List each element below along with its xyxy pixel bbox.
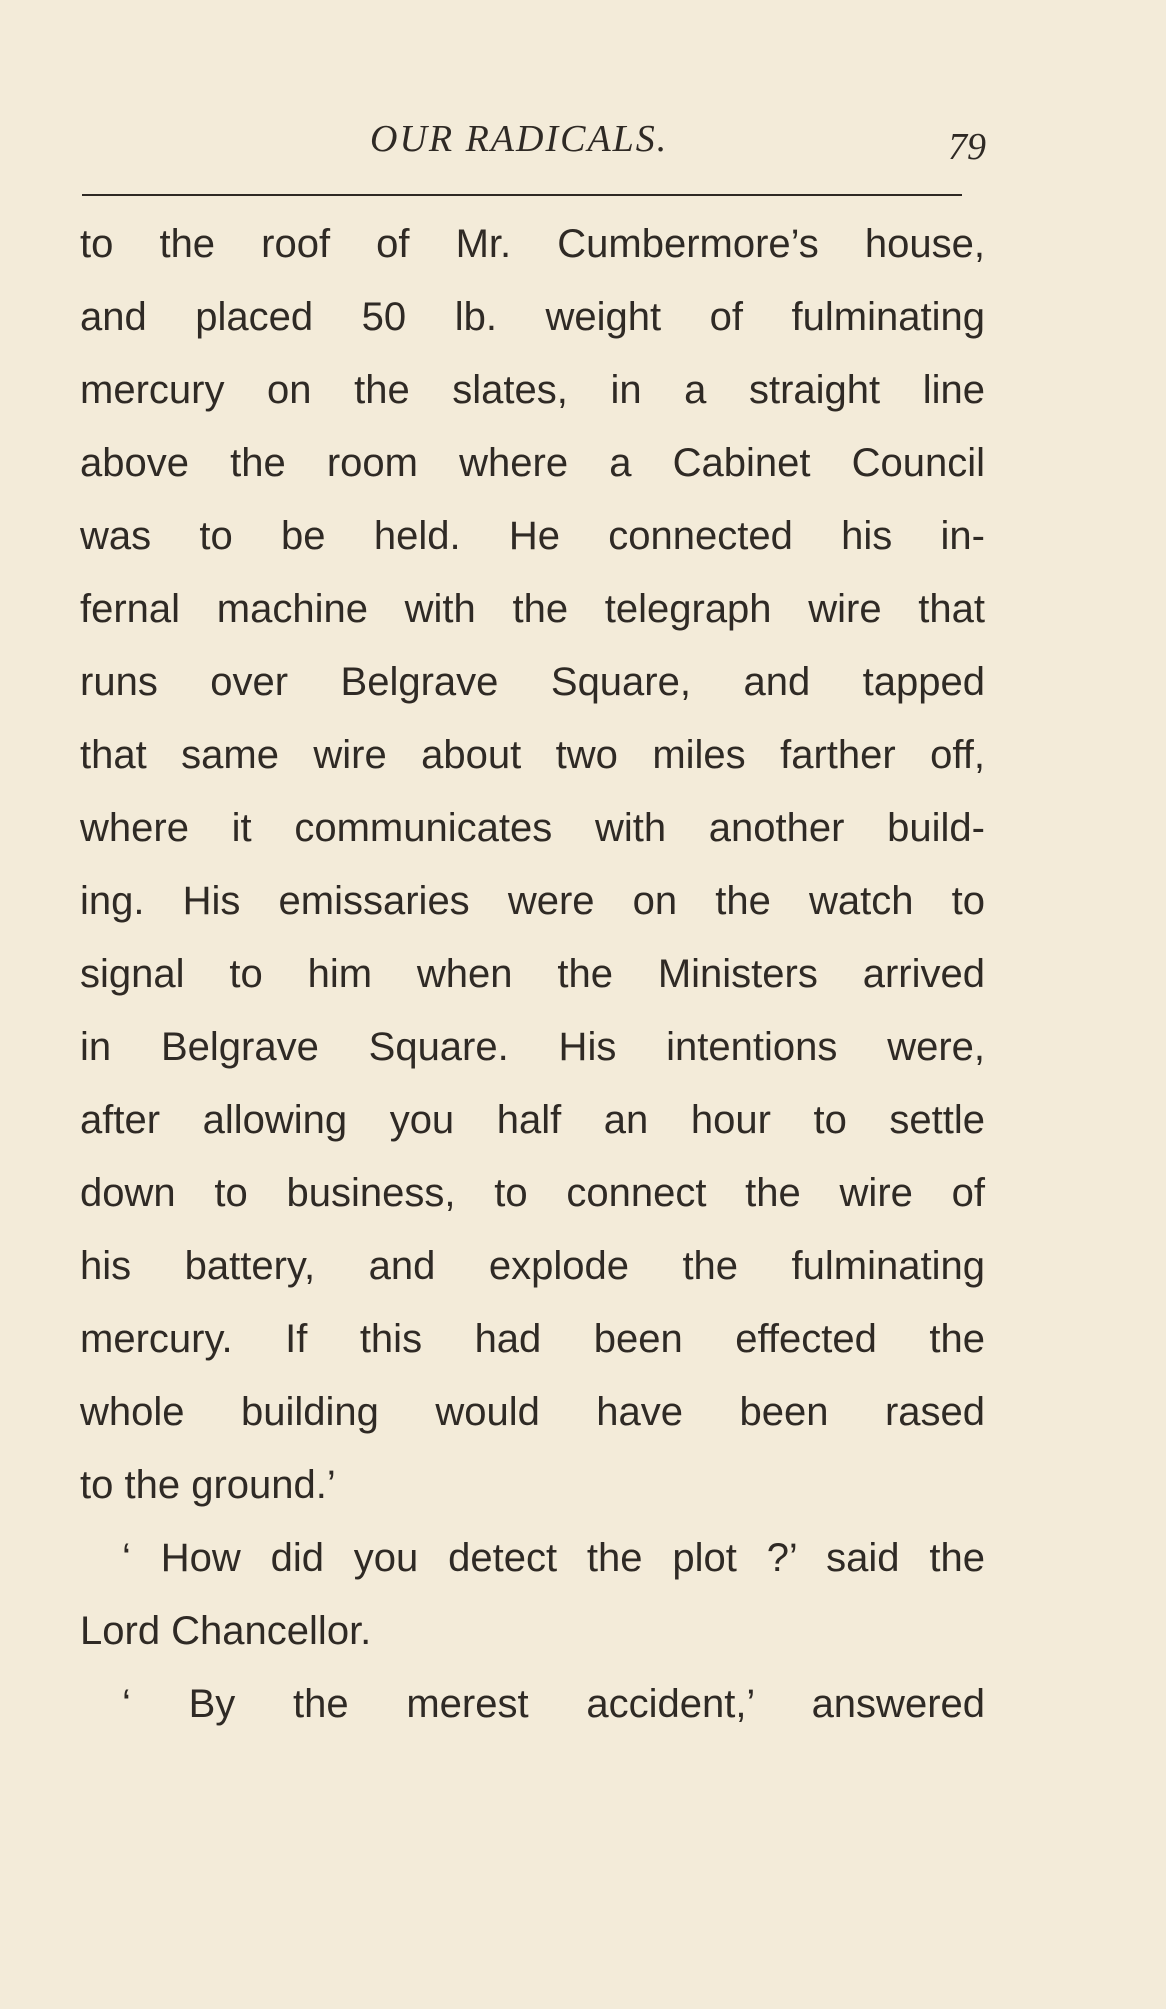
text-line: after allowing you half an hour to settle <box>80 1098 985 1142</box>
text-line: and placed 50 lb. weight of fulminating <box>80 295 985 339</box>
text-line: signal to him when the Ministers arrived <box>80 952 985 996</box>
text-line: whole building would have been rased <box>80 1390 985 1434</box>
text-line: Lord Chancellor. <box>80 1609 372 1653</box>
text-line: down to business, to connect the wire of <box>80 1171 985 1215</box>
text-line: to the roof of Mr. Cumbermore’s house, <box>80 222 985 266</box>
text-line: mercury. If this had been effected the <box>80 1317 985 1361</box>
text-line: that same wire about two miles farther off, <box>80 733 985 777</box>
text-line: runs over Belgrave Square, and tapped <box>80 660 985 704</box>
text-line: where it communicates with another build- <box>80 806 985 850</box>
text-line: was to be held. He connected his in- <box>80 514 985 558</box>
text-line: mercury on the slates, in a straight line <box>80 368 985 412</box>
text-line: above the room where a Cabinet Council <box>80 441 985 485</box>
text-line: his battery, and explode the fulminating <box>80 1244 985 1288</box>
page-text <box>80 208 985 1741</box>
running-head: OUR RADICALS. <box>370 118 669 160</box>
page-number: 79 <box>948 126 986 168</box>
text-line: to the ground.’ <box>80 1463 336 1507</box>
text-line: fernal machine with the telegraph wire that <box>80 587 985 631</box>
text-line: ‘ By the merest accident,’ answered <box>122 1682 985 1726</box>
text-line: ‘ How did you detect the plot ?’ said the <box>122 1536 985 1580</box>
header-rule <box>82 194 962 196</box>
text-line: ing. His emissaries were on the watch to <box>80 879 985 923</box>
text-line: in Belgrave Square. His intentions were, <box>80 1025 985 1069</box>
